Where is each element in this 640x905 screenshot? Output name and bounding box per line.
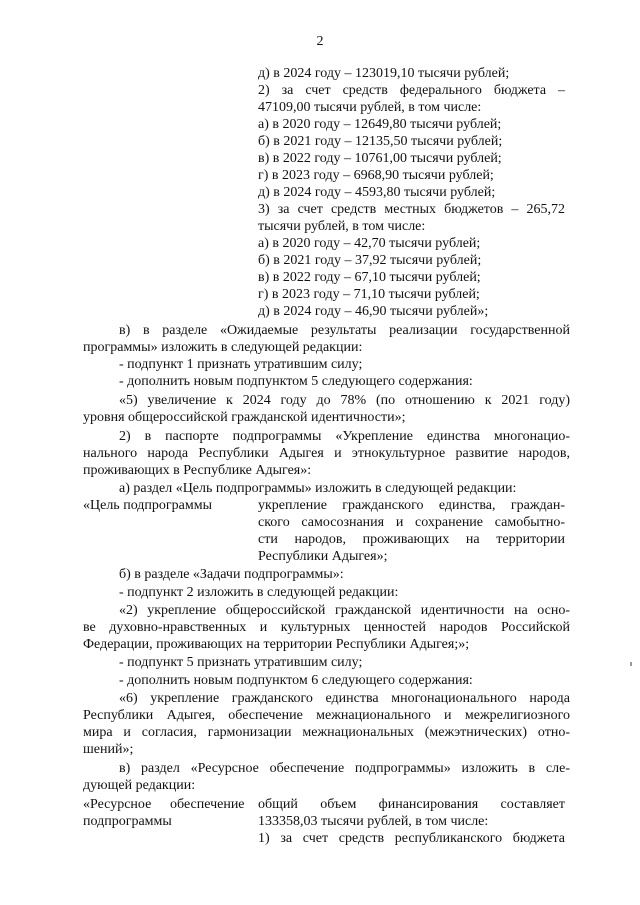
text-line: 3) за счет средств местных бюджетов – 265,72 xyxy=(258,202,565,217)
text-line: сти народов, проживающих на территории xyxy=(258,532,565,547)
text-line: мира и согласия, гармонизации межнациональных (межэтнических) отно- xyxy=(83,725,570,740)
text-line: в) в 2022 году – 67,10 тысячи рублей; xyxy=(258,270,481,285)
text-line: уровня общероссийской гражданской идентичности»; xyxy=(83,410,406,425)
text-line: - подпункт 5 признать утратившим силу; xyxy=(119,655,363,670)
scan-speck xyxy=(630,662,632,666)
text-line: б) в разделе «Задачи подпрограммы»: xyxy=(119,567,344,582)
text-line: д) в 2024 году – 46,90 тысячи рублей»; xyxy=(258,304,489,319)
text-line: - дополнить новым подпунктом 6 следующего содержания: xyxy=(119,673,473,688)
text-line: 133358,03 тысячи рублей, в том числе: xyxy=(258,814,489,829)
text-line: шений»; xyxy=(83,742,134,757)
text-line: Республики Адыгея, обеспечение межнационального и межрелигиозного xyxy=(83,708,570,723)
text-line: - подпункт 1 признать утратившим силу; xyxy=(119,357,363,372)
text-line: «6) укрепление гражданского единства многонационального народа xyxy=(119,691,570,706)
section-label: «Цель подпрограммы xyxy=(83,498,212,513)
text-line: а) в 2020 году – 42,70 тысячи рублей; xyxy=(258,236,481,251)
text-line: «2) укрепление общероссийской гражданской идентичности на осно- xyxy=(119,603,570,618)
text-line: г) в 2023 году – 71,10 тысячи рублей; xyxy=(258,287,480,302)
text-line: ского самосознания и сохранение самобытно- xyxy=(258,515,565,530)
text-line: - дополнить новым подпунктом 5 следующего содержания: xyxy=(119,374,473,389)
text-line: г) в 2023 году – 6968,90 тысячи рублей; xyxy=(258,168,494,183)
section-label: «Ресурсное xyxy=(83,797,152,812)
section-label: обеспечение xyxy=(170,797,245,812)
text-line: б) в 2021 году – 37,92 тысячи рублей; xyxy=(258,253,482,268)
text-line: б) в 2021 году – 12135,50 тысячи рублей; xyxy=(258,134,503,149)
text-line: ве духовно-нравственных и культурных ценностей народов Российской xyxy=(83,620,570,635)
text-line: 47109,00 тысячи рублей, в том числе: xyxy=(258,100,482,115)
text-line: в) раздел «Ресурсное обеспечение подпрограммы» изложить в сле- xyxy=(119,761,570,776)
text-line: тысячи рублей, в том числе: xyxy=(258,219,426,234)
text-line: укрепление гражданского единства, граждан- xyxy=(258,498,565,513)
text-line: 1) за счет средств республиканского бюджета xyxy=(258,831,565,846)
text-line: в) в 2022 году – 10761,00 тысячи рублей; xyxy=(258,151,502,166)
text-line: а) раздел «Цель подпрограммы» изложить в следующей редакции: xyxy=(119,481,517,496)
text-line: Федерации, проживающих на территории Республики Адыгея;»; xyxy=(83,637,470,652)
text-line: д) в 2024 году – 4593,80 тысячи рублей; xyxy=(258,185,496,200)
text-line: общий объем финансирования составляет xyxy=(258,797,565,812)
section-label: подпрограммы xyxy=(83,814,172,829)
text-line: - подпункт 2 изложить в следующей редакции: xyxy=(119,585,399,600)
text-line: дующей редакции: xyxy=(83,778,196,793)
text-line: программы» изложить в следующей редакции: xyxy=(83,340,363,355)
page-number: 2 xyxy=(316,34,324,49)
text-line: 2) в паспорте подпрограммы «Укрепление единства многонацио- xyxy=(119,429,570,444)
text-line: д) в 2024 году – 123019,10 тысячи рублей; xyxy=(258,66,510,81)
text-line: Республики Адыгея»; xyxy=(258,549,388,564)
text-line: а) в 2020 году – 12649,80 тысячи рублей; xyxy=(258,117,502,132)
text-line: в) в разделе «Ожидаемые результаты реализации государственной xyxy=(119,323,570,338)
text-line: «5) увеличение к 2024 году до 78% (по отношению к 2021 году) xyxy=(119,393,570,408)
text-line: проживающих в Республике Адыгея»: xyxy=(83,463,312,478)
text-line: нального народа Республики Адыгея и этнокультурное развитие народов, xyxy=(83,446,570,461)
text-line: 2) за счет средств федерального бюджета – xyxy=(258,83,565,98)
